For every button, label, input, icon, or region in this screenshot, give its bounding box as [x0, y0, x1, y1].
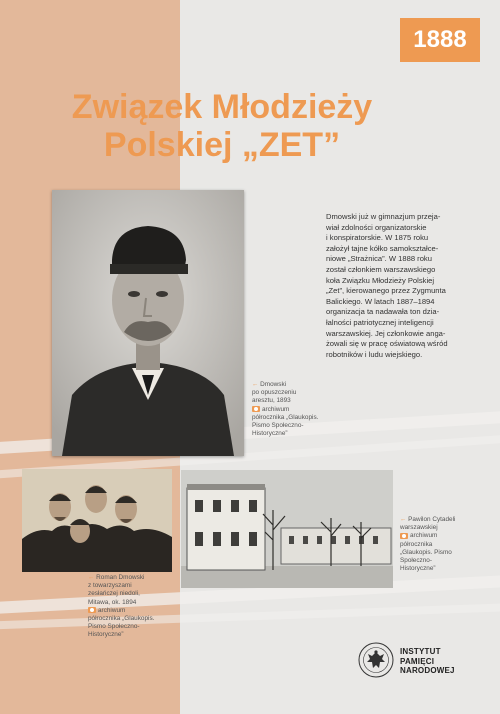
caption-source-line: półrocznika „Glaukopis. [252, 413, 319, 421]
body-line: koła Związku Młodzieży Polskiej [326, 275, 435, 285]
year-badge: 1888 [400, 18, 480, 62]
body-line: żowali się w pracę oświatową wśród [326, 339, 448, 349]
poster-title [22, 88, 422, 164]
ipn-emblem-icon [358, 642, 394, 678]
body-line: Dmowski już w gimnazjum przeja- [326, 212, 441, 221]
body-line: „Zet”, kierowanego przez Zygmunta [326, 286, 446, 296]
title-line-1: Związek Młodzieży [71, 88, 373, 126]
camera-icon [400, 533, 408, 539]
body-line: łalności patriotycznej inteligencji [326, 317, 434, 327]
body-line: organizacja ta nadawała ton dzia- [326, 307, 440, 317]
caption-source-line: półrocznika [400, 540, 433, 548]
caption-line: aresztu, 1893 [252, 397, 291, 405]
caption-source-line: „Glaukopis. Pismo [400, 548, 452, 556]
caption-source-line: archiwum [262, 405, 290, 413]
body-line: niowe „Strażnica”. W 1888 roku [326, 254, 432, 264]
body-line: Balickiego. W latach 1887–1894 [326, 296, 435, 306]
body-line: robotników i ludu wiejskiego. [326, 349, 423, 359]
caption-source-line: Historyczne” [400, 565, 436, 573]
camera-icon [252, 406, 260, 412]
caption-line: warszawskiej [400, 524, 438, 532]
portrait-caption [252, 381, 330, 438]
arrow-left-icon: ← [88, 574, 95, 581]
portrait-photo [52, 190, 244, 456]
caption-line: zesłańczej niedoli, [88, 590, 140, 598]
logo-line: PAMIĘCI [400, 656, 435, 666]
citadel-photo [181, 470, 393, 588]
body-line: założył tajne kółko samokształce- [326, 243, 439, 253]
body-line: i konspiratorskie. W 1875 roku [326, 233, 429, 243]
camera-icon [88, 607, 96, 613]
caption-source-line: Pismo Społeczno- [88, 623, 140, 631]
caption-source-line: Społeczno- [400, 557, 432, 565]
title-line-2: Polskiej „ZET” [103, 126, 341, 164]
arrow-left-icon: ← [252, 381, 259, 388]
group-photo [22, 469, 172, 572]
caption-source-line: archiwum [410, 532, 438, 540]
body-line: wiał zdolności organizatorskie [326, 222, 427, 232]
caption-source-line: archiwum [98, 606, 126, 614]
ipn-logo-text [400, 647, 455, 676]
caption-line: Dmowski [260, 381, 287, 388]
body-line: został członkiem warszawskiego [326, 264, 436, 274]
caption-line: Roman Dmowski [96, 574, 145, 581]
body-line: warszawskiej. Jej członkowie anga- [326, 328, 446, 338]
body-text [326, 212, 474, 360]
caption-line: Mitawa, ok. 1894 [88, 598, 137, 606]
citadel-caption [400, 516, 478, 573]
caption-source-line: Historyczne” [252, 430, 288, 438]
arrow-left-icon: ← [400, 516, 407, 523]
caption-source-line: Pismo Społeczno- [252, 422, 304, 430]
caption-line: po opuszczeniu [252, 389, 297, 397]
logo-line: INSTYTUT [400, 647, 441, 656]
caption-line: Pawilon Cytadeli [408, 516, 456, 523]
group-caption [88, 574, 166, 640]
caption-line: z towarzyszami [88, 582, 132, 590]
caption-source-line: półrocznika „Glaukopis. [88, 615, 155, 623]
logo-line: NARODOWEJ [400, 666, 455, 676]
caption-source-line: Historyczne” [88, 631, 124, 639]
